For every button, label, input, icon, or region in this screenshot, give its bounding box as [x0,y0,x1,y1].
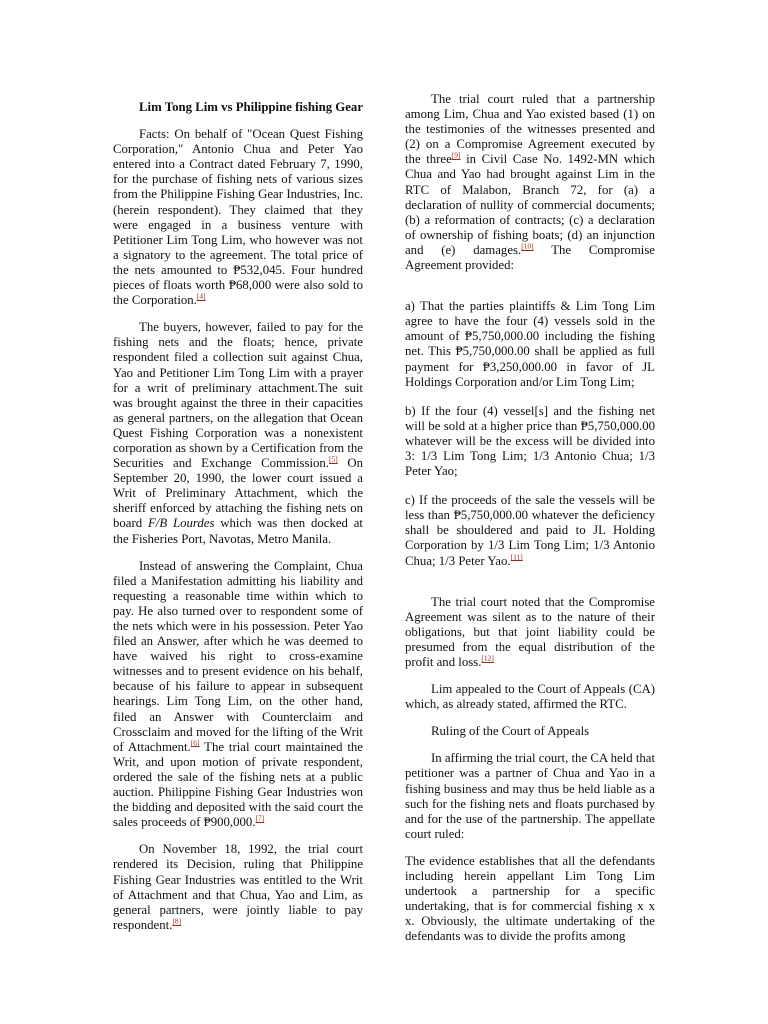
evidence-quote: The evidence establishes that all the defendants including herein appellant Lim Tong Lim undertook a partnership for a specific undertaking, that is for commercial fishing x x x. Obviously, the ultimate undertaking of the defendants was to divide the profits among [405,853,655,944]
footnote-link-7[interactable]: [7] [255,813,265,823]
collection-suit-paragraph [113,320,363,546]
right-column [405,92,655,959]
joint-liability-paragraph [405,595,655,670]
footnote-link-10[interactable]: [10] [521,241,534,251]
trial-court-paragraph [405,92,655,273]
collection-suit-text: The buyers, however, failed to pay for the fishing nets and the floats; hence, private respondent filed a collection suit against Chua, Yao and Petitioner Lim Tong Lim with a prayer for a writ of preliminary attachment.The suit was brought against the three in their capacities as general partners, on the allegation that Ocean Quest Fishing Corporation was a nonexistent corporation as shown by a Certification from the Securities and Exchange Commission. [113,320,363,471]
agreement-clause-a: a) That the parties plaintiffs & Lim Tong Lim agree to have the four (4) vessels sold in the amount of ₱5,750,000.00 including the fishing net. This ₱5,750,000.00 shall be applied as full payment for ₱3,250,000.00 in favor of JL Holdings Corporation and/or Lim Tong Lim; [405,299,655,389]
auction-text: The trial court maintained the Writ, and upon motion of private respondent, ordered the sale of the fishing nets at a public auction. Philippine Fishing Gear Industries won the bidding and deposited with the said court the sales proceeds of ₱900,000. [113,739,363,830]
decision-paragraph [113,842,363,933]
left-column [113,92,363,945]
appeal-paragraph: Lim appealed to the Court of Appeals (CA) which, as already stated, affirmed the RTC. [405,682,655,712]
civil-case-text: in Civil Case No. 1492-MN which Chua and Yao had brought against Lim in the RTC of Malabon, Branch 72, for (a) a declaration of nullity of commercial documents; (b) a reformation of contracts; (c) a declaration of ownership of fishing boats; (d) an injunction and (e) damages. [405,152,655,257]
answers-text: Instead of answering the Complaint, Chua filed a Manifestation admitting his liability and requesting a reasonable time within which to pay. He also turned over to respondent some of the nets which were in his possession. Peter Yao filed an Answer, after which he was deemed to have waived his right to cross-examine witnesses and to present evidence on his behalf, because of his failure to appear in subsequent hearings. Lim Tong Lim, on the other hand, filed an Answer with Counterclaim and Crossclaim and moved for the lifting of the Writ of Attachment. [113,558,363,754]
footnote-link-11[interactable]: [11] [510,552,523,562]
trial-court-text: The trial court ruled that a partnership among Lim, Chua and Yao existed based (1) on the testimonies of the witnesses presented and (2) on a Compromise Agreement executed by the three [405,92,655,167]
footnote-link-6[interactable]: [6] [190,738,200,748]
vessel-name: F/B Lourdes [147,516,215,531]
decision-text: On November 18, 1992, the trial court rendered its Decision, ruling that Philippine Fishing Gear Industries was entitled to the Writ of Attachment and that Chua, Yao and Lim, as general partners, were jointly liable to pay respondent. [113,842,363,932]
facts-text: Facts: On behalf of "Ocean Quest Fishing Corporation," Antonio Chua and Peter Yao entered into a Contract dated February 7, 1990, for the purchase of fishing nets of various sizes from the Philippine Fishing Gear Industries, Inc. (herein respondent). They claimed that they were engaged in a business venture with Petitioner Lim Tong Lim, who however was not a signatory to the agreement. The total price of the nets amounted to ₱532,045. Four hundred pieces of floats worth ₱68,000 were also sold to the Corporation. [113,127,363,308]
agreement-clause-b: b) If the four (4) vessel[s] and the fishing net will be sold at a higher price than ₱5,750,000.00 whatever will be the excess will be divided into 3: 1/3 Lim Tong Lim; 1/3 Antonio Chua; 1/3 Peter Yao; [405,403,655,479]
agreement-clause-c [405,493,655,568]
answers-paragraph [113,559,363,831]
facts-paragraph [113,127,363,308]
case-title: Lim Tong Lim vs Philippine fishing Gear [139,100,364,114]
footnote-link-12[interactable]: [12] [481,653,494,663]
section-heading: Ruling of the Court of Appeals [431,724,590,739]
footnote-link-5[interactable]: [5] [329,454,338,464]
footnote-link-8[interactable]: [8] [172,916,182,926]
agreement-intro-text: The Compromise Agreement provided: [405,242,655,273]
footnote-link-9[interactable]: [9] [451,151,461,161]
writ-text: On September 20, 1990, the lower court issued a Writ of Preliminary Attachment, which the sheriff enforced by attaching the fishing nets on board [113,456,363,531]
ca-ruling-paragraph: In affirming the trial court, the CA held that petitioner was a partner of Chua and Yao in a fishing business and may thus be held liable as a such for the fishing nets and floats purchased by and for the use of the partnership. The appellate court ruled: [405,751,656,841]
footnote-link-4[interactable]: [4] [196,291,206,301]
joint-liability-text: The trial court noted that the Compromise Agreement was silent as to the nature of their obligations, but that joint liability could be presumed from the equal distribution of the profit and loss. [405,594,655,669]
port-text: which was then docked at the Fisheries Port, Navotas, Metro Manila. [113,516,363,546]
agreement-clause-c-text: c) If the proceeds of the sale the vessels will be less than ₱5,750,000.00 whatever the deficiency shall be shouldered and paid to JL Holding Corporation by 1/3 Lim Tong Lim; 1/3 Antonio Chua; 1/3 Peter Yao. [405,493,655,568]
